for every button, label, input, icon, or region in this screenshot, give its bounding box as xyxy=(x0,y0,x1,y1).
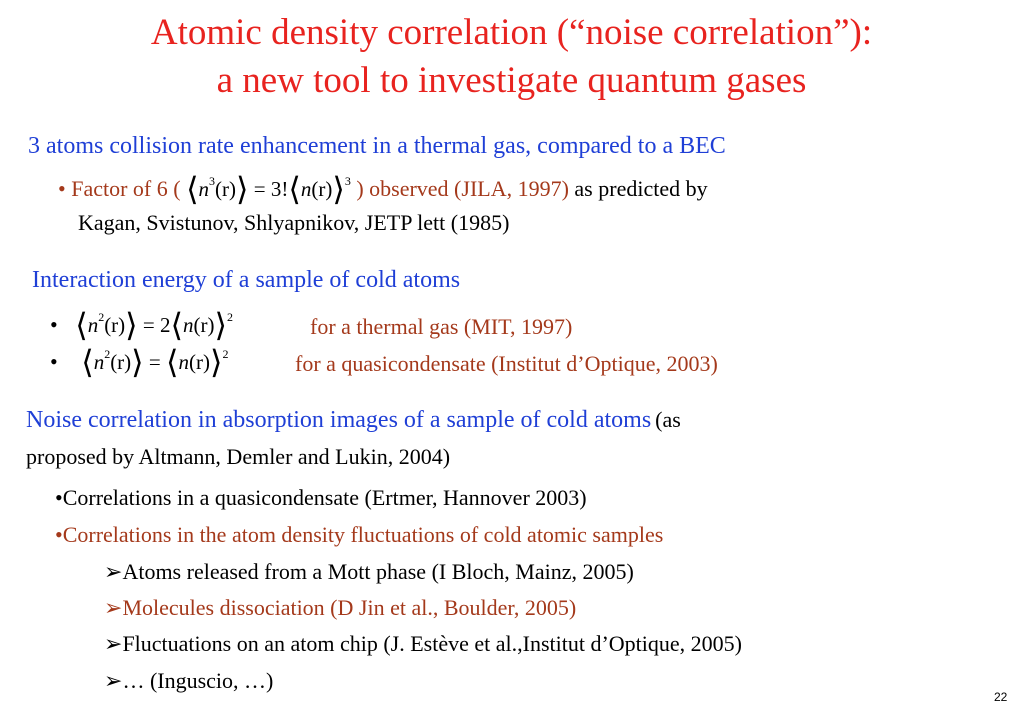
section3-paren-start: (as xyxy=(655,407,681,432)
section3-heading-line xyxy=(26,407,681,434)
bullet: • xyxy=(50,312,58,337)
correlation-bullet-density: •Correlations in the atom density fluctuations of cold atomic samples xyxy=(55,522,664,547)
subitem-atom-chip: ➢Fluctuations on an atom chip (J. Estève et al.,Institut d’Optique, 2005) xyxy=(104,631,742,656)
thermal-formula: $⟨n^2(r)⟩$ = 2⟨n(r)⟩$^2$ xyxy=(75,306,233,344)
interaction-item-thermal xyxy=(50,306,233,344)
factor-prefix: Factor of 6 ( xyxy=(71,176,181,201)
predicted-text: as predicted by xyxy=(574,176,708,201)
quasicondensate-text: for a quasicondensate (Institut d’Optique, 2003) xyxy=(295,351,718,376)
subitem-molecules: ➢Molecules dissociation (D Jin et al., Boulder, 2005) xyxy=(104,595,577,620)
three-body-formula: $⟨n^3(r)⟩$ = 3!⟨n(r)⟩$^3$ xyxy=(186,170,351,208)
title-line-2: a new tool to investigate quantum gases xyxy=(216,60,807,101)
arrow-icon: ➢ xyxy=(104,559,123,584)
section3-heading: Noise correlation in absorption images of a sample of cold atoms xyxy=(26,407,652,433)
bullet: • xyxy=(50,349,58,374)
section1-heading: 3 atoms collision rate enhancement in a thermal gas, compared to a BEC xyxy=(28,133,726,159)
page-number: 22 xyxy=(994,690,1008,704)
section3-paren-line2: proposed by Altmann, Demler and Lukin, 2004) xyxy=(26,444,451,469)
bullet: • xyxy=(58,176,66,201)
section1-reference: Kagan, Svistunov, Shlyapnikov, JETP lett (1985) xyxy=(78,210,510,235)
observed-jila: ) observed (JILA, 1997) xyxy=(356,176,569,201)
title-line-1: Atomic density correlation (“noise correlation”): xyxy=(150,12,873,53)
arrow-icon: ➢ xyxy=(104,595,123,620)
section2-heading: Interaction energy of a sample of cold atoms xyxy=(32,267,461,293)
subitem-mott: ➢Atoms released from a Mott phase (I Bloch, Mainz, 2005) xyxy=(104,559,634,584)
arrow-icon: ➢ xyxy=(104,631,123,656)
interaction-item-quasicondensate xyxy=(50,343,229,381)
section1-bullet-line xyxy=(58,170,708,208)
correlation-bullet-ertmer: •Correlations in a quasicondensate (Ertmer, Hannover 2003) xyxy=(55,485,587,510)
thermal-gas-text: for a thermal gas (MIT, 1997) xyxy=(310,314,573,339)
arrow-icon: ➢ xyxy=(104,668,123,693)
quasicondensate-formula: $⟨n^2(r)⟩$ = ⟨n(r)⟩$^2$ xyxy=(81,343,229,381)
subitem-inguscio: ➢… (Inguscio, …) xyxy=(104,668,274,693)
